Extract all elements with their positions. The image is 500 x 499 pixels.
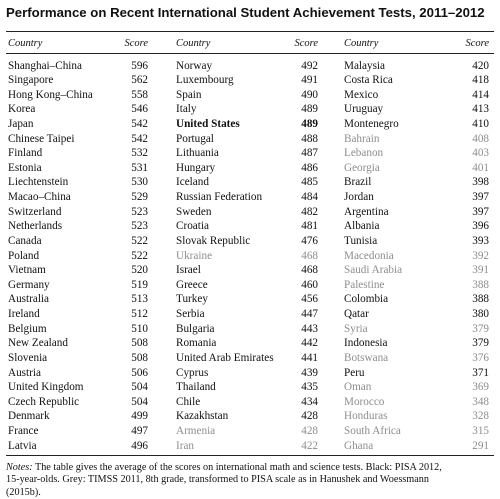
table-cell-country: Latvia xyxy=(8,439,37,452)
table-cell-score: 443 xyxy=(301,322,318,335)
table-cell-score: 422 xyxy=(301,439,318,452)
table-cell-country: Liechtenstein xyxy=(8,176,69,189)
table-cell-score: 481 xyxy=(301,220,318,233)
top-rule xyxy=(6,31,494,32)
table-cell-country: United Arab Emirates xyxy=(176,351,274,364)
table-cell-country: Syria xyxy=(344,322,368,335)
table-cell-country: Singapore xyxy=(8,74,54,87)
table-cell-country: Spain xyxy=(176,88,202,101)
table-cell-score: 504 xyxy=(131,395,148,408)
table-cell-country: South Africa xyxy=(344,425,401,437)
table-cell-score: 397 xyxy=(472,205,489,218)
header-rule xyxy=(6,53,494,54)
table-cell-country: Lithuania xyxy=(176,147,219,160)
table-cell-country: Macedonia xyxy=(344,249,394,262)
table-cell-country: Albania xyxy=(344,220,380,233)
table-cell-country: Portugal xyxy=(176,132,214,145)
table-cell-score: 542 xyxy=(131,132,148,145)
table-cell-country: Belgium xyxy=(8,322,47,335)
table-cell-score: 393 xyxy=(472,234,489,247)
table-cell-score: 428 xyxy=(301,410,318,423)
table-cell-score: 456 xyxy=(301,293,318,306)
table-cell-country: Austria xyxy=(8,366,41,379)
table-cell-country: Honduras xyxy=(344,410,388,423)
table-cell-country: Thailand xyxy=(176,381,216,394)
table-cell-score: 596 xyxy=(131,59,148,72)
table-cell-country: Georgia xyxy=(344,161,380,174)
table-cell-score: 532 xyxy=(131,147,148,160)
table-cell-country: Serbia xyxy=(176,308,205,321)
table-cell-score: 428 xyxy=(301,425,318,437)
bottom-rule xyxy=(6,455,494,456)
table-cell-country: Saudi Arabia xyxy=(344,264,403,277)
table-cell-score: 546 xyxy=(131,103,148,116)
table-cell-country: Bulgaria xyxy=(176,322,215,335)
table-cell-country: Jordan xyxy=(344,191,374,204)
table-cell-country: Macao–China xyxy=(8,191,71,204)
table-cell-country: Slovenia xyxy=(8,351,48,364)
table-cell-country: Oman xyxy=(344,381,372,394)
table-cell-score: 371 xyxy=(472,366,489,379)
table-cell-country: Vietnam xyxy=(8,264,46,277)
header-score-col-3: Score xyxy=(465,38,489,49)
table-cell-country: Norway xyxy=(176,59,213,72)
table-cell-score: 489 xyxy=(301,103,318,116)
table-cell-score: 468 xyxy=(301,264,318,277)
table-cell-country: Canada xyxy=(8,234,42,247)
table-cell-country: Germany xyxy=(8,278,50,291)
table-cell-score: 510 xyxy=(131,322,148,335)
table-cell-country: United States xyxy=(176,117,240,130)
table-cell-score: 542 xyxy=(131,117,148,130)
table-cell-country: Iceland xyxy=(176,176,209,189)
table-cell-score: 434 xyxy=(301,395,318,408)
table-cell-score: 380 xyxy=(472,308,489,321)
table-cell-score: 468 xyxy=(301,249,318,262)
table-cell-score: 558 xyxy=(131,88,148,101)
table-cell-country: Uruguay xyxy=(344,103,384,116)
notes-line-3: (2015b). xyxy=(6,486,41,498)
table-cell-country: Malaysia xyxy=(344,59,386,72)
table-cell-country: Argentina xyxy=(344,205,389,218)
table-cell-score: 497 xyxy=(131,425,148,437)
table-cell-country: Croatia xyxy=(176,220,209,233)
table-cell-score: 442 xyxy=(301,337,318,350)
table-title: Performance on Recent International Student Achievement Tests, 2011–2012 xyxy=(6,5,485,20)
table-cell-country: Montenegro xyxy=(344,117,399,130)
table-cell-score: 396 xyxy=(472,220,489,233)
table-cell-country: Israel xyxy=(176,264,201,277)
table-cell-score: 441 xyxy=(301,351,318,364)
table-cell-country: Brazil xyxy=(344,176,372,189)
table-cell-score: 522 xyxy=(131,249,148,262)
table-cell-country: Korea xyxy=(8,103,36,116)
table-cell-country: Italy xyxy=(176,103,197,116)
table-cell-score: 485 xyxy=(301,176,318,189)
table-cell-score: 420 xyxy=(472,59,489,72)
table-cell-score: 414 xyxy=(472,88,489,101)
table-cell-score: 484 xyxy=(301,191,318,204)
table-cell-country: Greece xyxy=(176,278,208,291)
table-cell-score: 506 xyxy=(131,366,148,379)
table-cell-score: 348 xyxy=(472,395,489,408)
table-cell-country: Armenia xyxy=(176,425,216,437)
table-cell-country: Colombia xyxy=(344,293,389,306)
table-cell-score: 403 xyxy=(472,147,489,160)
table-cell-score: 496 xyxy=(131,439,148,452)
table-cell-country: Peru xyxy=(344,366,365,379)
header-country-col-2: Country xyxy=(176,38,211,49)
table-cell-country: Lebanon xyxy=(344,147,384,160)
table-cell-score: 401 xyxy=(472,161,489,174)
table-cell-country: Costa Rica xyxy=(344,74,393,87)
table-cell-country: Hong Kong–China xyxy=(8,88,93,101)
table-cell-score: 508 xyxy=(131,337,148,350)
notes-line-1: The table gives the average of the scores on international math and science tests. Black: PISA 2012, xyxy=(32,462,442,473)
table-cell-score: 460 xyxy=(301,278,318,291)
notes-label: Notes: xyxy=(6,462,33,473)
table-cell-score: 413 xyxy=(472,103,489,116)
table-cell-score: 513 xyxy=(131,293,148,306)
table-cell-country: Estonia xyxy=(8,161,42,174)
table-cell-score: 439 xyxy=(301,366,318,379)
table-cell-score: 531 xyxy=(131,161,148,174)
table-cell-country: Switzerland xyxy=(8,205,62,218)
table-cell-score: 519 xyxy=(131,278,148,291)
table-cell-country: Slovak Republic xyxy=(176,234,251,247)
table-cell-country: Kazakhstan xyxy=(176,410,229,423)
table-cell-score: 482 xyxy=(301,205,318,218)
table-cell-score: 369 xyxy=(472,381,489,394)
table-cell-country: Chinese Taipei xyxy=(8,132,75,145)
table-cell-score: 291 xyxy=(472,439,489,452)
table-cell-score: 447 xyxy=(301,308,318,321)
table-cell-score: 523 xyxy=(131,220,148,233)
table-cell-country: Tunisia xyxy=(344,234,378,247)
table-cell-score: 486 xyxy=(301,161,318,174)
table-cell-score: 397 xyxy=(472,191,489,204)
table-cell-score: 488 xyxy=(301,132,318,145)
table-cell-country: Netherlands xyxy=(8,220,63,233)
table-cell-score: 379 xyxy=(472,337,489,350)
table-cell-score: 398 xyxy=(472,176,489,189)
table-cell-score: 328 xyxy=(472,410,489,423)
table-cell-score: 520 xyxy=(131,264,148,277)
table-cell-score: 410 xyxy=(472,117,489,130)
table-cell-score: 376 xyxy=(472,351,489,364)
table-cell-country: Qatar xyxy=(344,308,369,321)
table-cell-country: Japan xyxy=(8,117,34,130)
table-cell-country: Shanghai–China xyxy=(8,59,82,72)
table-cell-country: Bahrain xyxy=(344,132,380,145)
table-cell-score: 392 xyxy=(472,249,489,262)
table-cell-country: Czech Republic xyxy=(8,395,80,408)
table-cell-score: 562 xyxy=(131,74,148,87)
table-cell-country: Poland xyxy=(8,249,40,262)
table-cell-country: Luxembourg xyxy=(176,74,234,87)
table-cell-score: 491 xyxy=(301,74,318,87)
table-cell-country: Ireland xyxy=(8,308,40,321)
table-notes xyxy=(6,462,494,499)
table-cell-country: Morocco xyxy=(344,395,385,408)
table-cell-country: France xyxy=(8,425,39,437)
table-cell-country: Russian Federation xyxy=(176,191,263,204)
table-cell-country: Sweden xyxy=(176,205,212,218)
table-cell-score: 530 xyxy=(131,176,148,189)
table-cell-score: 490 xyxy=(301,88,318,101)
table-cell-score: 508 xyxy=(131,351,148,364)
header-score-col-2: Score xyxy=(294,38,318,49)
table-cell-country: Indonesia xyxy=(344,337,388,350)
table-cell-country: Hungary xyxy=(176,161,216,174)
table-cell-country: Ukraine xyxy=(176,249,213,262)
table-cell-score: 476 xyxy=(301,234,318,247)
table-cell-score: 489 xyxy=(301,117,318,130)
table-cell-country: Palestine xyxy=(344,278,385,291)
table-cell-score: 408 xyxy=(472,132,489,145)
table-cell-score: 487 xyxy=(301,147,318,160)
table-cell-score: 388 xyxy=(472,278,489,291)
table-cell-score: 388 xyxy=(472,293,489,306)
table-cell-country: Iran xyxy=(176,439,195,452)
table-cell-score: 529 xyxy=(131,191,148,204)
table-cell-country: Australia xyxy=(8,293,50,306)
table-cell-country: New Zealand xyxy=(8,337,68,350)
table-cell-country: United Kingdom xyxy=(8,381,84,394)
table-cell-country: Botswana xyxy=(344,351,389,364)
header-score-col-1: Score xyxy=(124,38,148,49)
table-cell-score: 435 xyxy=(301,381,318,394)
table-cell-score: 512 xyxy=(131,308,148,321)
table-cell-score: 418 xyxy=(472,74,489,87)
table-cell-country: Mexico xyxy=(344,88,379,101)
table-cell-country: Ghana xyxy=(344,439,374,452)
table-cell-score: 504 xyxy=(131,381,148,394)
header-country-col-3: Country xyxy=(344,38,379,49)
table-cell-country: Chile xyxy=(176,395,201,408)
table-cell-country: Cyprus xyxy=(176,366,209,379)
table-cell-score: 492 xyxy=(301,59,318,72)
table-cell-score: 315 xyxy=(472,425,489,437)
table-cell-score: 522 xyxy=(131,234,148,247)
table-cell-score: 499 xyxy=(131,410,148,423)
table-cell-score: 391 xyxy=(472,264,489,277)
table-cell-score: 523 xyxy=(131,205,148,218)
table-cell-score: 379 xyxy=(472,322,489,335)
notes-line-2: 15-year-olds. Grey: TIMSS 2011, 8th grade, transformed to PISA scale as in Hanushek and Woessmann xyxy=(6,474,429,486)
table-cell-country: Finland xyxy=(8,147,43,160)
header-country-col-1: Country xyxy=(8,38,43,49)
table-cell-country: Denmark xyxy=(8,410,50,423)
table-cell-country: Turkey xyxy=(176,293,208,306)
table-cell-country: Romania xyxy=(176,337,217,350)
